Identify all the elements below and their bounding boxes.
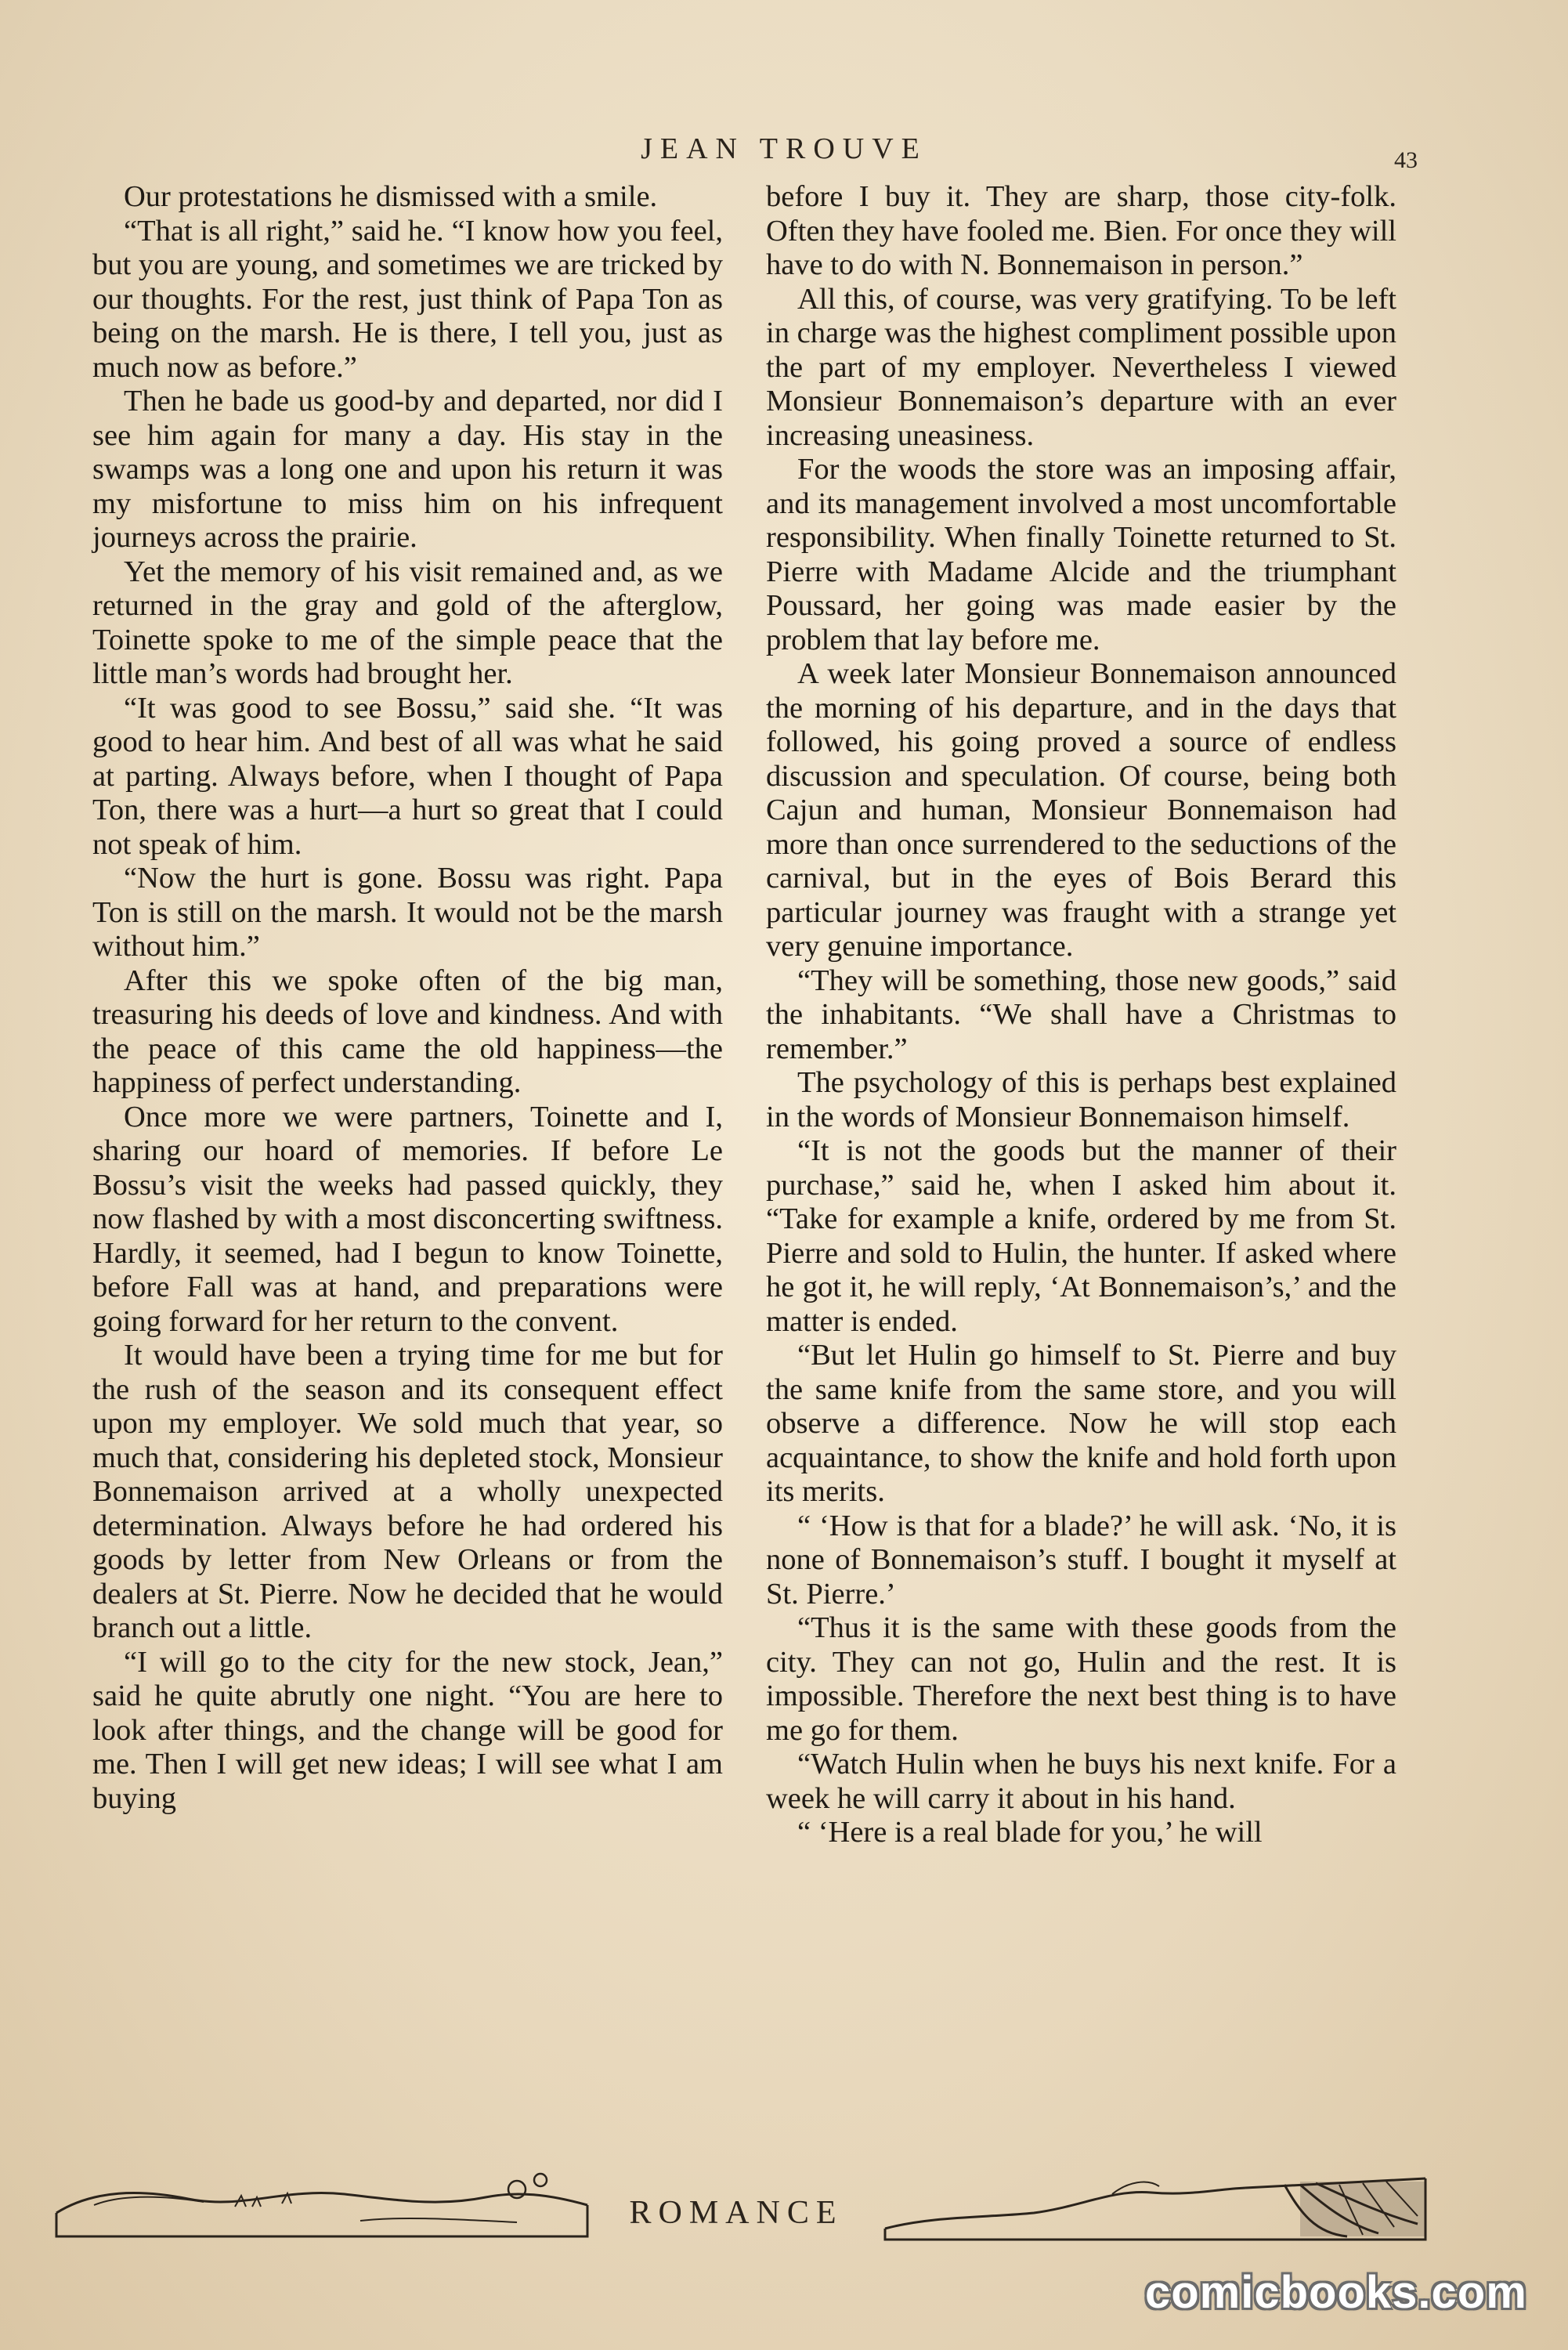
page-footer (47, 2158, 1433, 2252)
paragraph: “Thus it is the same with these goods from the city. They can not go, Hulin and the rest. It is impossible. Therefore the next best thing is to have me go for them. (766, 1611, 1396, 1747)
paragraph: “Now the hurt is gone. Bossu was right. Papa Ton is still on the marsh. It would not be the marsh without him.” (92, 862, 723, 963)
paragraph: It would have been a trying time for me but for the rush of the season and its consequent effect upon my employer. We sold much that year, so much that, considering his depleted stock, Monsieur Bonnemaison arrived at a wholly unexpected determination. Always before he had ordered his goods by letter from New Orleans or from the dealers at St. Pierre. Now he decided that he would branch out a little. (92, 1339, 723, 1644)
paragraph: before I buy it. They are sharp, those city-folk. Often they have fooled me. Bien. For once they will have to do with N. Bonnemaison in person.” (766, 180, 1396, 281)
paragraph: “They will be something, those new goods,” said the inhabitants. “We shall have a Christmas to remember.” (766, 964, 1396, 1065)
paragraph: For the woods the store was an imposing affair, and its management involved a most uncomfortable responsibility. When finally Toinette returned to St. Pierre with Madame Alcide and the triumphant Poussard, her going was made easier by the problem that lay before me. (766, 453, 1396, 656)
paragraph: All this, of course, was very gratifying. To be left in charge was the highest compliment possible upon the part of my employer. Nevertheless I viewed Monsieur Bonnemaison’s departure with an ever increasing uneasiness. (766, 282, 1396, 452)
running-title: JEAN TROUVE (641, 132, 927, 165)
marsh-landscape-ornament-icon (877, 2158, 1433, 2252)
paragraph: Our protestations he dismissed with a smile. (124, 180, 658, 213)
paragraph: A week later Monsieur Bonnemaison announced the morning of his departure, and in the days that followed, his going proved a source of endless discussion and speculation. Of course, being both Cajun and human, Monsieur Bonnemaison had more than once surrendered to the seductions of the carnival, but in the eyes of Bois Berard this particular journey was fraught with a strange yet very genuine importance. (766, 657, 1396, 963)
right-text-column (766, 180, 1396, 1850)
left-text-column (92, 180, 723, 1816)
watermark-text: comicbooks.com (1145, 2267, 1527, 2318)
paragraph: “Watch Hulin when he buys his next knife. For a week he will carry it about in his hand. (766, 1748, 1396, 1815)
paragraph: “But let Hulin go himself to St. Pierre and buy the same knife from the same store, and you will observe a difference. Now he will stop each acquaintance, to show the knife and hold forth upon its merits. (766, 1339, 1396, 1508)
paragraph: Once more we were partners, Toinette and I, sharing our hoard of memories. If before Le Bossu’s visit the weeks had passed quickly, they now flashed by with a most disconcerting swiftness. Hardly, it seemed, had I begun to know Toinette, before Fall was at hand, and preparations were going forward for her return to the convent. (92, 1100, 723, 1338)
paragraph: After this we spoke often of the big man, treasuring his deeds of love and kindness. And with the peace of this came the old happiness—the happiness of perfect understanding. (92, 964, 723, 1099)
paragraph: “ ‘Here is a real blade for you,’ he will (797, 1816, 1263, 1849)
paragraph: “It was good to see Bossu,” said she. “It was good to hear him. And best of all was what he said at parting. Always before, when I thought of Papa Ton, there was a hurt—a hurt so great that I could not speak of him. (92, 691, 723, 861)
paragraph: “ ‘How is that for a blade?’ he will ask. ‘No, it is none of Bonnemaison’s stuff. I bought it myself at St. Pierre.’ (766, 1509, 1396, 1611)
paragraph: “That is all right,” said he. “I know how you feel, but you are young, and sometimes we are tricked by our thoughts. For the rest, just think of Papa Ton as being on the marsh. He is there, I tell you, just as much now as before.” (92, 214, 723, 384)
paragraph: Yet the memory of his visit remained and, as we returned in the gray and gold of the afterglow, Toinette spoke to me of the simple peace that the little man’s words had brought her. (92, 555, 723, 690)
paragraph: “I will go to the city for the new stock, Jean,” said he quite abrutly one night. “You are here to look after things, and the change will be good for me. Then I will get new ideas; I will see what I am buying (92, 1645, 723, 1815)
paragraph: “It is not the goods but the manner of their purchase,” said he, when I asked him about it. “Take for example a knife, ordered by me from St. Pierre and sold to Hulin, the hunter. If asked where he got it, he will reply, ‘At Bonnemaison’s,’ and the matter is ended. (766, 1134, 1396, 1338)
paragraph: Then he bade us good-by and departed, nor did I see him again for many a day. His stay in the swamps was a long one and upon his return it was my misfortune to miss him on his infrequent journeys across the prairie. (92, 385, 723, 554)
magazine-name: ROMANCE (629, 2195, 844, 2231)
page-number: 43 (1394, 147, 1418, 173)
paragraph: The psychology of this is perhaps best explained in the words of Monsieur Bonnemaison himself. (766, 1066, 1396, 1133)
marsh-landscape-ornament-icon (47, 2158, 595, 2252)
